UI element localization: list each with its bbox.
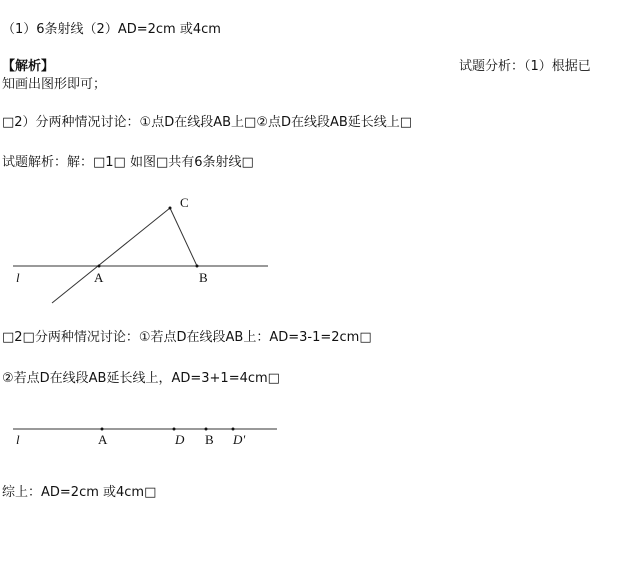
- analysis-right-text: 试题分析：（1）根据已: [459, 59, 591, 74]
- label-B: B: [199, 270, 208, 285]
- point-D-prime: [232, 428, 235, 431]
- point-D: [173, 428, 176, 431]
- label-A: A: [94, 270, 104, 285]
- solution-intro: 试题解析：解：□1□ 如图□共有6条射线□: [2, 155, 254, 170]
- figure-2: [13, 428, 277, 448]
- label-C: C: [180, 195, 189, 210]
- analysis-header: 【解析】: [2, 59, 55, 74]
- point-A: [98, 265, 101, 268]
- point-B-2: [205, 428, 208, 431]
- point-A-2: [101, 428, 104, 431]
- case-2: ②若点D在线段AB延长线上，AD=3+1=4cm□: [2, 371, 280, 386]
- part2-intro: □2）分两种情况讨论：①点D在线段AB上□②点D在线段AB延长线上□: [2, 115, 413, 130]
- conclusion: 综上：AD=2cm 或4cm□: [2, 485, 157, 500]
- label-l: l: [16, 270, 20, 285]
- label-D: D: [175, 432, 185, 447]
- analysis-continuation: 知画出图形即可；: [2, 77, 107, 92]
- answer-line: （1）6条射线（2）AD=2cm 或4cm: [2, 22, 221, 37]
- label-B-2: B: [205, 432, 214, 447]
- label-l-2: l: [16, 432, 20, 447]
- ray-through-A-C: [52, 208, 170, 303]
- point-B: [196, 265, 199, 268]
- figure-1: [13, 195, 268, 303]
- case-1: □2□分两种情况讨论：①若点D在线段AB上：AD=3-1=2cm□: [2, 330, 372, 345]
- segment-C-B: [170, 208, 197, 266]
- label-D-prime: D': [233, 432, 246, 447]
- label-A-2: A: [98, 432, 108, 447]
- point-C: [169, 207, 172, 210]
